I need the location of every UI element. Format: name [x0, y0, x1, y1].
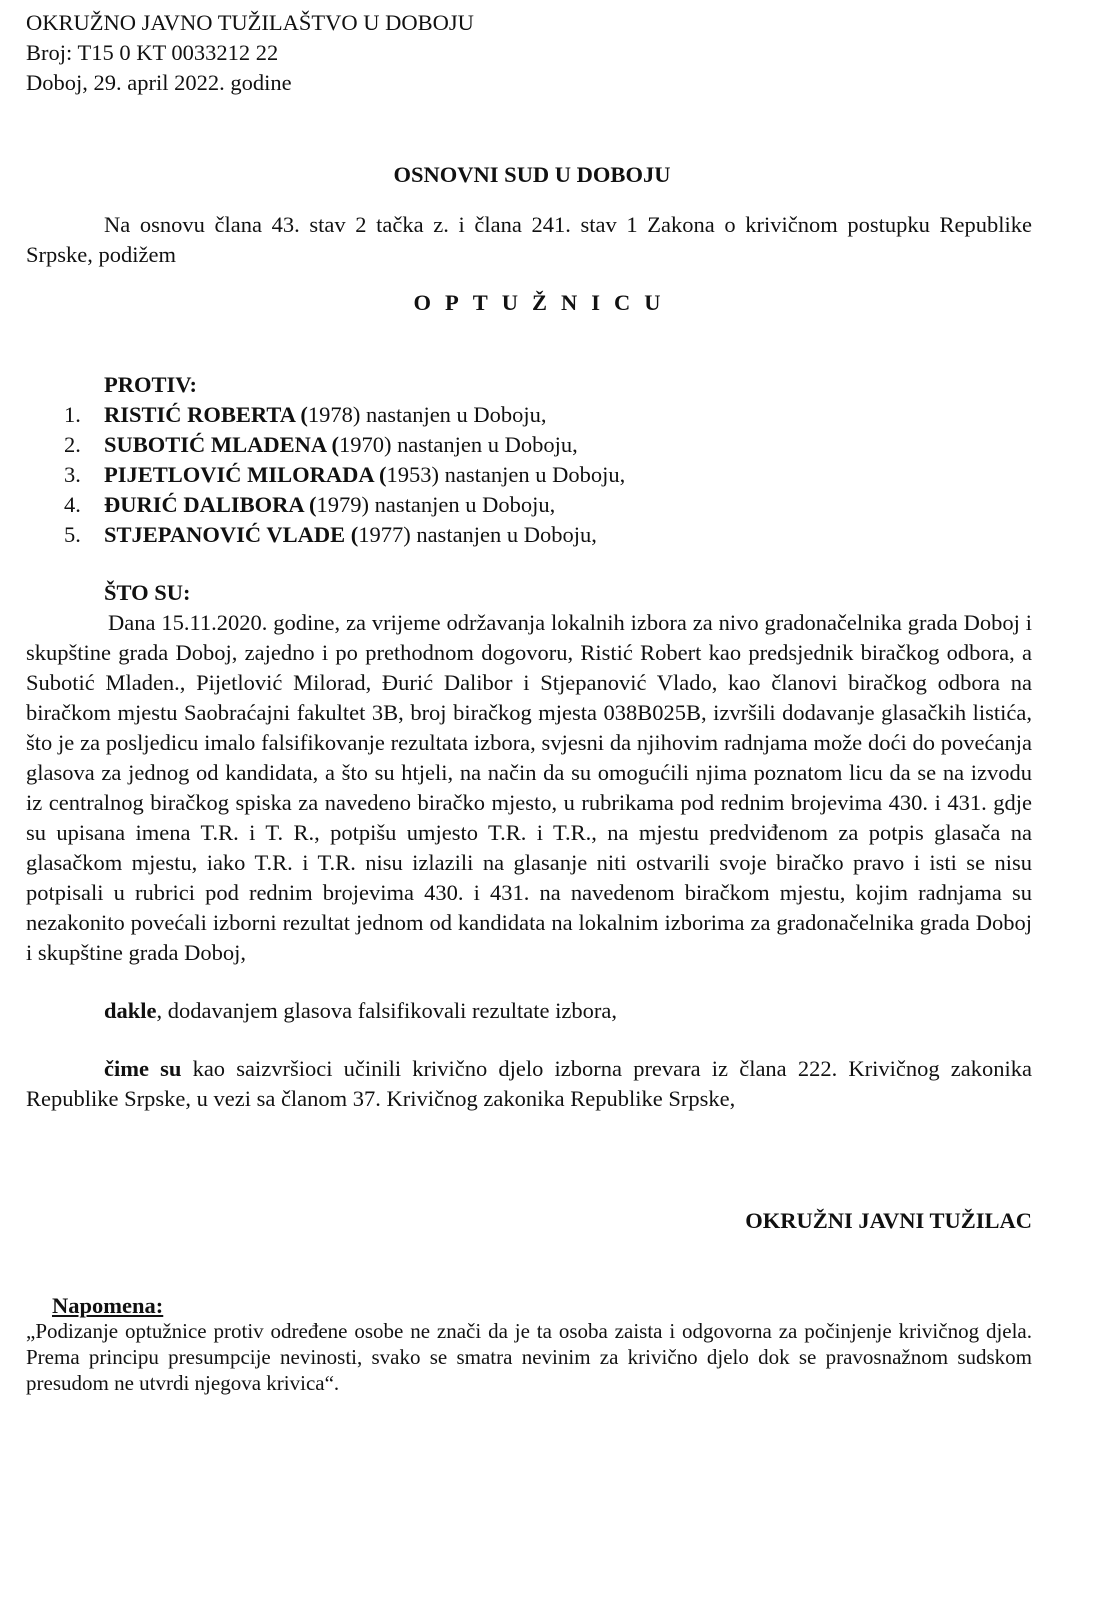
summary-text: , dodavanjem glasova falsifikovali rezultate izbora,	[156, 998, 617, 1023]
defendants-list	[26, 400, 1032, 550]
defendant-item	[26, 430, 1032, 460]
intro-paragraph: Na osnovu člana 43. stav 2 tačka z. i člana 241. stav 1 Zakona o krivičnom postupku Republike Srpske, podižem	[26, 212, 1032, 267]
defendant-name: PIJETLOVIĆ MILORADA (	[104, 462, 387, 487]
defendant-name: ĐURIĆ DALIBORA (	[104, 492, 317, 517]
court-name: OSNOVNI SUD U DOBOJU	[393, 162, 671, 187]
defendant-number: 3.	[64, 462, 81, 487]
legal-qualification-lead: čime su	[104, 1056, 182, 1081]
prosecutor-office-name: OKRUŽNO JAVNO TUŽILAŠTVO U DOBOJU	[26, 10, 474, 35]
document-date: Doboj, 29. april 2022. godine	[26, 70, 292, 95]
defendant-number: 4.	[64, 492, 81, 517]
defendant-name: SUBOTIĆ MLADENA (	[104, 432, 340, 457]
document-title: OPTUŽNICU	[413, 290, 675, 315]
defendant-number: 2.	[64, 432, 81, 457]
defendant-item	[26, 460, 1032, 490]
defendant-detail: 1978) nastanjen u Doboju,	[307, 402, 547, 427]
legal-qualification-paragraph	[26, 1054, 1032, 1114]
signature-title: OKRUŽNI JAVNI TUŽILAC	[745, 1208, 1032, 1233]
defendant-item	[26, 400, 1032, 430]
document-header	[26, 8, 1032, 98]
charges-label: ŠTO SU:	[104, 580, 191, 605]
defendant-detail: 1979) nastanjen u Doboju,	[316, 492, 556, 517]
defendant-item	[26, 520, 1032, 550]
against-label: PROTIV:	[104, 372, 197, 397]
note-text: „Podizanje optužnice protiv određene osobe ne znači da je ta osoba zaista i odgovorna za počinjenje krivičnog djela. Prema principu presumpcije nevinosti, svako se smatra nevinim za krivično djelo dok se pravosnažnom sudskom presudom ne utvrdi njegova krivica“.	[26, 1319, 1032, 1395]
summary-paragraph	[26, 996, 1032, 1026]
case-number: Broj: T15 0 KT 0033212 22	[26, 40, 279, 65]
charge-description: Dana 15.11.2020. godine, za vrijeme održavanja lokalnih izbora za nivo gradonačelnika grada Doboj i skupštine grada Doboj, zajedno i po prethodnom dogovoru, Ristić Robert kao predsjednik biračkog odbora, a Subotić Mladen., Pijetlović Milorad, Đurić Dalibor i Stjepanović Vlado, kao članovi biračkog odbora na biračkom mjestu Saobraćajni fakultet 3B, broj biračkog mjesta 038B025B, izvršili dodavanje glasačkih listića, što je za posljedicu imalo falsifikovanje rezultata izbora, svjesni da njihovim radnjama može doći do povećanja glasova za jednog od kandidata, a što su htjeli, na način da su omogućili njima poznatom licu da se na izvodu iz centralnog biračkog spiska za navedeno biračko mjesto, u rubrikama pod rednim brojevima 430. i 431. gdje su upisana imena T.R. i T. R., potpišu umjesto T.R. i T.R., na mjestu predviđenom za potpis glasača na glasačkom mjestu, iako T.R. i T.R. nisu izlazili na glasanje niti ostvarili svoje biračko pravo i isti se nisu potpisali u rubrici pod rednim brojevima 430. i 431. na navedenom biračkom mjestu, kojim radnjama su nezakonito povećali izborni rezultat jednom od kandidata na lokalnim izborima za gradonačelnika grada Doboj i skupštine grada Doboj,	[26, 610, 1032, 965]
indictment-document	[26, 8, 1032, 1396]
defendant-detail: 1953) nastanjen u Doboju,	[386, 462, 626, 487]
note-label: Napomena:	[52, 1293, 164, 1318]
summary-lead: dakle	[104, 998, 157, 1023]
legal-qualification-text: kao saizvršioci učinili krivično djelo izborna prevara iz člana 222. Krivičnog zakonika Republike Srpske, u vezi sa članom 37. Krivičnog zakonika Republike Srpske,	[26, 1056, 1032, 1111]
defendant-item	[26, 490, 1032, 520]
defendant-number: 1.	[64, 402, 81, 427]
defendant-detail: 1977) nastanjen u Doboju,	[358, 522, 597, 547]
defendant-detail: 1970) nastanjen u Doboju,	[339, 432, 578, 457]
defendant-number: 5.	[64, 522, 81, 547]
defendant-name: STJEPANOVIĆ VLADE (	[104, 522, 359, 547]
defendant-name: RISTIĆ ROBERTA (	[104, 402, 308, 427]
